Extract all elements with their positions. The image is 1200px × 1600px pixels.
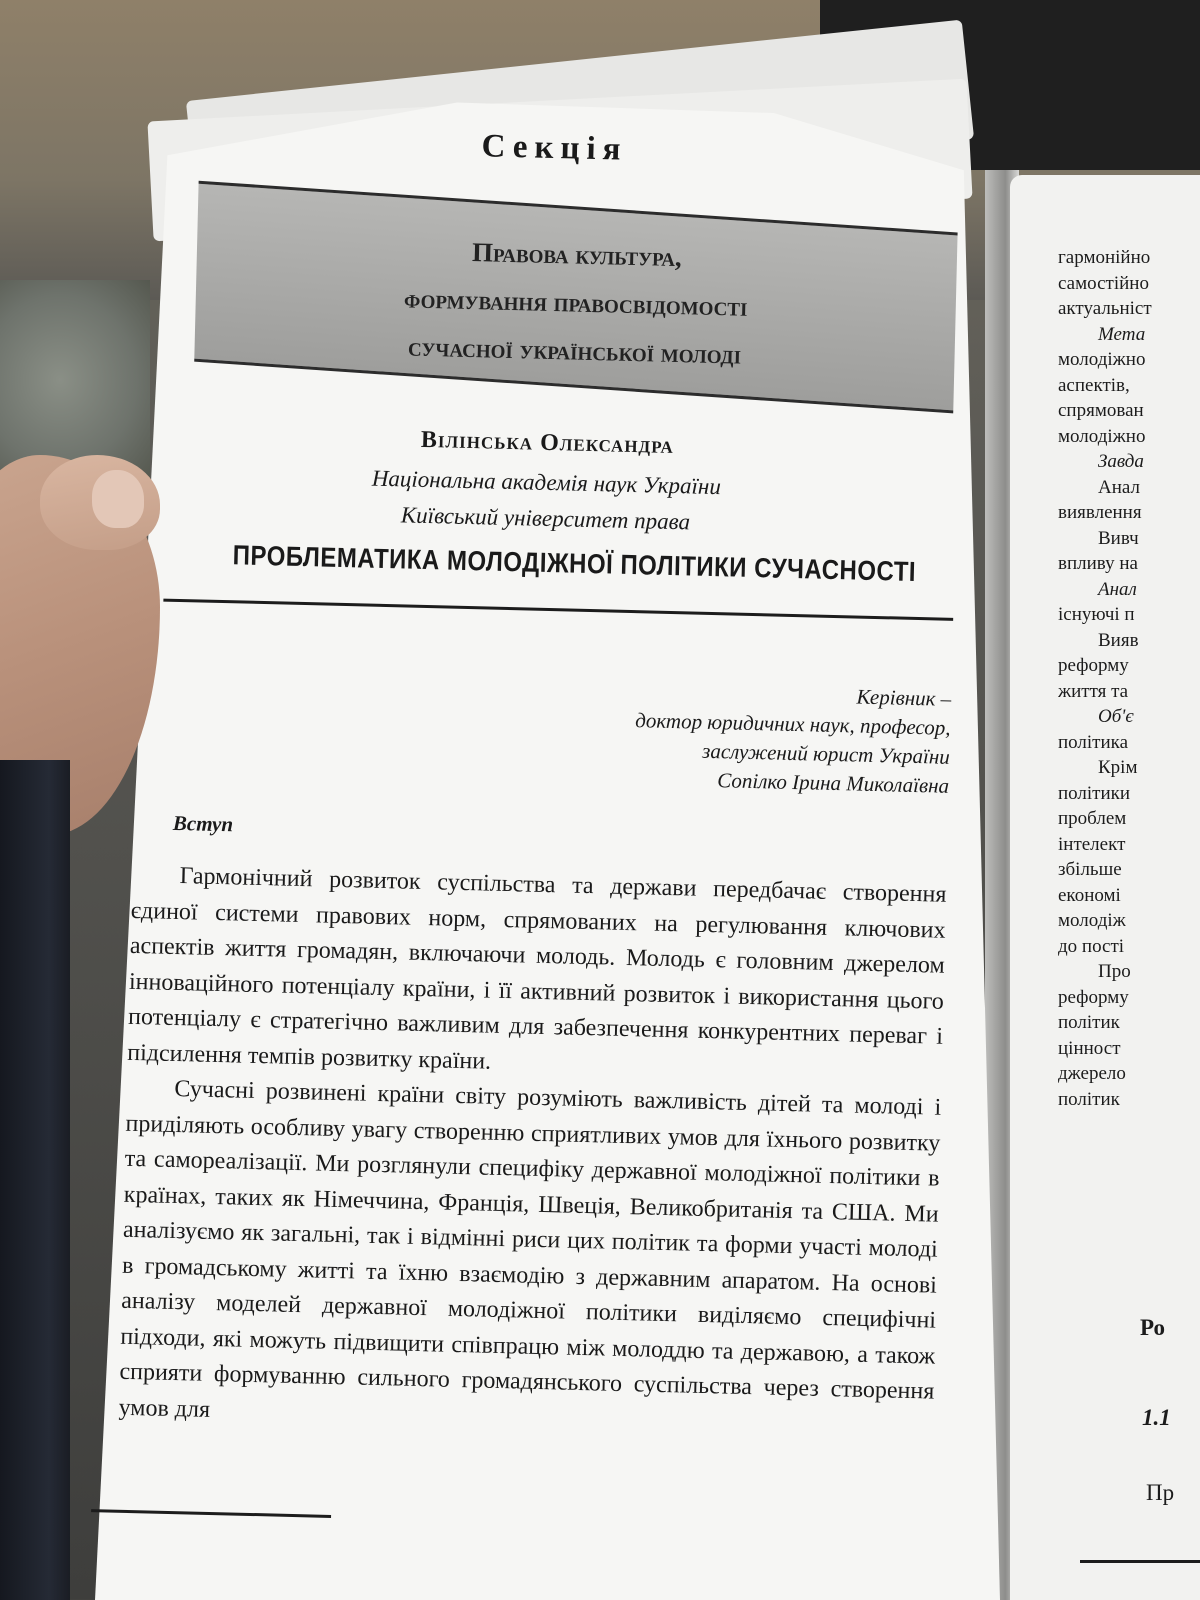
supervisor-line: доктор юридичних наук, професор, bbox=[634, 708, 951, 740]
affiliation: Київський університет права bbox=[400, 502, 691, 535]
right-line: Про bbox=[1098, 961, 1131, 982]
supervisor-line: Сопілко Ірина Миколаївна bbox=[717, 768, 950, 798]
paragraph: Сучасні розвинені країни світу розуміють важливість дітей та молоді і приділяють особливу увагу створенню сприятливих умов для їхнього розвитку та самореалізації. Ми розглянули специфіку державної молодіжної політики в країнах, таких як Німеччина, Франція, Швеція, Великобританія та США. Ми аналізуємо як загальні, так і відмінні риси цих політик та форми участі молоді в громадському житті та їхню взаємодію з державним апаратом. На основі аналізу моделей державної молодіжної політики виділяємо специфічні підходи, які можуть підвищити співпрацю між молоддю та державою, а також сприяти формуванню сильного громадянського суспільства через створення умов для bbox=[118, 1075, 942, 1423]
supervisor-line: заслужений юрист України bbox=[701, 738, 951, 769]
left-page-content bbox=[110, 120, 965, 1590]
article-title: ПРОБЛЕМАТИКА МОЛОДІЖНОЇ ПОЛІТИКИ СУЧАСНОСТІ bbox=[232, 540, 917, 588]
right-page-heading: Ро bbox=[1140, 1315, 1165, 1340]
right-line: Об'є bbox=[1098, 706, 1134, 727]
right-line: проблем bbox=[1058, 808, 1127, 829]
right-line: політик bbox=[1058, 1088, 1120, 1110]
right-line: збільше bbox=[1058, 859, 1122, 880]
right-line: джерело bbox=[1058, 1063, 1126, 1084]
right-line: існуючі п bbox=[1058, 604, 1135, 625]
right-line: актуальніст bbox=[1058, 298, 1152, 319]
right-line: економі bbox=[1058, 884, 1121, 906]
right-line: Вияв bbox=[1098, 629, 1139, 651]
right-line: цінност bbox=[1058, 1037, 1121, 1059]
right-line: впливу на bbox=[1058, 553, 1138, 574]
right-line: Вивч bbox=[1098, 527, 1139, 549]
supervisor-line: Керівник – bbox=[856, 684, 952, 711]
right-line: молодіжно bbox=[1058, 349, 1146, 370]
right-page-text bbox=[1058, 245, 1200, 1112]
right-line: Мета bbox=[1098, 323, 1146, 345]
supervisor-block bbox=[449, 673, 952, 801]
right-line: життя та bbox=[1058, 680, 1129, 702]
right-line: політика bbox=[1058, 731, 1129, 753]
right-line: аспектів, bbox=[1058, 374, 1130, 396]
section-title bbox=[194, 221, 957, 384]
body-text bbox=[118, 858, 947, 1446]
right-line: до пості bbox=[1058, 935, 1125, 957]
right-line: гармонійно bbox=[1058, 247, 1151, 268]
right-line: інтелект bbox=[1058, 833, 1126, 855]
right-line: реформу bbox=[1058, 655, 1129, 676]
right-line: Анал bbox=[1098, 578, 1137, 600]
section-title-line: сучасної української молоді bbox=[407, 331, 742, 370]
right-line: молодіжно bbox=[1058, 425, 1146, 447]
footer-rule bbox=[91, 1509, 331, 1518]
title-rule bbox=[163, 599, 953, 621]
right-line: політик bbox=[1058, 1012, 1120, 1033]
intro-heading: Вступ bbox=[172, 810, 234, 837]
right-line: реформу bbox=[1058, 986, 1129, 1008]
right-line: виявлення bbox=[1058, 502, 1142, 523]
section-label: Секція bbox=[481, 128, 628, 168]
affiliation: Національна академія наук України bbox=[371, 465, 722, 500]
section-title-line: Правова культура, bbox=[471, 237, 683, 273]
thumbnail bbox=[92, 470, 144, 528]
right-line: самостійно bbox=[1058, 272, 1149, 294]
right-line: Завда bbox=[1098, 451, 1144, 472]
background-plant bbox=[0, 280, 150, 480]
paragraph: Гармонічний розвиток суспільства та держави передбачає створення єдиної системи правових норм, спрямованих на регулювання ключових аспектів життя громадян, включаючи молодь. Молодь є головним джерелом інноваційного потенціалу країни, і її активний розвиток і використання цього потенціалу є стратегічно важливим для забезпечення конкурентних переваг і підсилення темпів розвитку країни. bbox=[127, 863, 947, 1075]
right-page-last-line: Пр bbox=[1146, 1480, 1175, 1505]
right-line: молодіж bbox=[1058, 910, 1126, 931]
author-name: Вілінська Олександра bbox=[420, 426, 675, 459]
right-line: політики bbox=[1058, 782, 1131, 804]
right-line: спрямован bbox=[1058, 400, 1144, 421]
right-page-subheading: 1.1 bbox=[1142, 1405, 1171, 1430]
section-title-line: формування правосвідомості bbox=[403, 283, 748, 322]
right-line: Крім bbox=[1098, 757, 1138, 778]
right-line: Анал bbox=[1098, 476, 1140, 498]
sleeve bbox=[0, 760, 70, 1600]
right-page-bottom-rule bbox=[1080, 1560, 1200, 1563]
